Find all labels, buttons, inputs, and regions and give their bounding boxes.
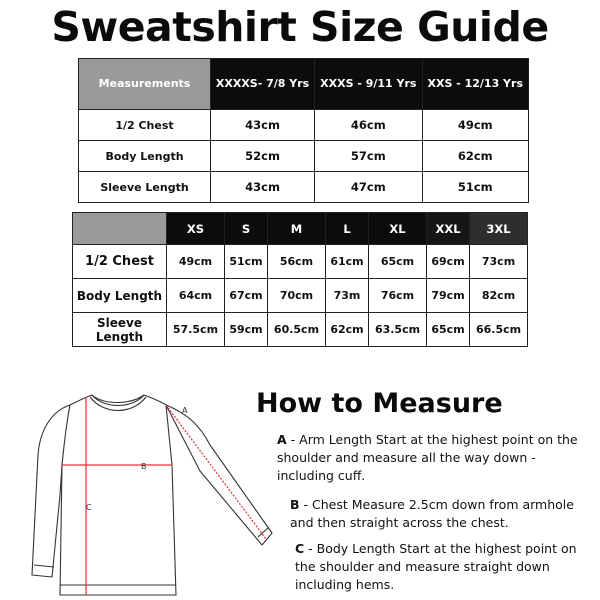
- table-cell: 46cm: [315, 110, 422, 141]
- table-cell: 62cm: [422, 141, 529, 172]
- note-text: - Chest Measure 2.5cm down from armhole and then straight across the chest.: [290, 497, 574, 530]
- row-label: 1/2 Chest: [79, 110, 211, 141]
- table-cell: 65cm: [426, 313, 469, 347]
- note-letter: B: [290, 497, 300, 512]
- table-cell: 49cm: [422, 110, 529, 141]
- table-cell: 82cm: [470, 279, 528, 313]
- header-blank: [73, 213, 167, 245]
- table-cell: 62cm: [325, 313, 368, 347]
- header-size: XXL: [426, 213, 469, 245]
- label-a: A: [182, 406, 188, 415]
- table-cell: 60.5cm: [268, 313, 326, 347]
- header-size: 3XL: [470, 213, 528, 245]
- table-row: [73, 245, 528, 279]
- header-size: XS: [167, 213, 225, 245]
- table-cell: 66.5cm: [470, 313, 528, 347]
- label-b: B: [141, 462, 147, 471]
- label-c: C: [86, 503, 92, 512]
- how-to-measure-title: How to Measure: [256, 388, 503, 419]
- table-cell: 61cm: [325, 245, 368, 279]
- table-cell: 70cm: [268, 279, 326, 313]
- table-cell: 59cm: [224, 313, 267, 347]
- adult-size-table: [72, 212, 528, 347]
- header-size: L: [325, 213, 368, 245]
- header-size: XXXS - 9/11 Yrs: [315, 59, 422, 110]
- header-size: XXXXS- 7/8 Yrs: [211, 59, 315, 110]
- table-cell: 65cm: [369, 245, 427, 279]
- page-title: Sweatshirt Size Guide: [51, 3, 549, 51]
- measure-note-b: [290, 496, 590, 532]
- row-label: Sleeve Length: [73, 313, 167, 347]
- table-row: [79, 172, 529, 203]
- table-row: [79, 141, 529, 172]
- table-row: [73, 313, 528, 347]
- table-cell: 63.5cm: [369, 313, 427, 347]
- header-measurements: Measurements: [79, 59, 211, 110]
- table-cell: 47cm: [315, 172, 422, 203]
- note-letter: C: [295, 541, 305, 556]
- table-row: [79, 110, 529, 141]
- table-cell: 69cm: [426, 245, 469, 279]
- table-cell: 51cm: [224, 245, 267, 279]
- table-cell: 57.5cm: [167, 313, 225, 347]
- header-size: M: [268, 213, 326, 245]
- note-letter: A: [277, 432, 287, 447]
- table-cell: 76cm: [369, 279, 427, 313]
- row-label: Body Length: [73, 279, 167, 313]
- note-text: - Body Length Start at the highest point on the shoulder and measure straight down including hems.: [295, 541, 577, 592]
- table-cell: 43cm: [211, 172, 315, 203]
- table-cell: 79cm: [426, 279, 469, 313]
- table-cell: 56cm: [268, 245, 326, 279]
- body-outline: [60, 395, 176, 595]
- table-cell: 57cm: [315, 141, 422, 172]
- table-header-row: [79, 59, 529, 110]
- table-cell: 73m: [325, 279, 368, 313]
- header-size: S: [224, 213, 267, 245]
- table-cell: 51cm: [422, 172, 529, 203]
- row-label: 1/2 Chest: [73, 245, 167, 279]
- table-header-row: [73, 213, 528, 245]
- header-size: XL: [369, 213, 427, 245]
- header-size: XXS - 12/13 Yrs: [422, 59, 529, 110]
- youth-size-table: [78, 58, 529, 203]
- measure-note-a: [277, 431, 587, 485]
- measure-note-c: [295, 540, 590, 594]
- table-cell: 43cm: [211, 110, 315, 141]
- table-row: [73, 279, 528, 313]
- table-cell: 64cm: [167, 279, 225, 313]
- table-cell: 67cm: [224, 279, 267, 313]
- sweatshirt-diagram: [0, 385, 300, 600]
- table-cell: 73cm: [470, 245, 528, 279]
- note-text: - Arm Length Start at the highest point on the shoulder and measure all the way down - including cuff.: [277, 432, 578, 483]
- table-cell: 52cm: [211, 141, 315, 172]
- row-label: Sleeve Length: [79, 172, 211, 203]
- table-cell: 49cm: [167, 245, 225, 279]
- row-label: Body Length: [79, 141, 211, 172]
